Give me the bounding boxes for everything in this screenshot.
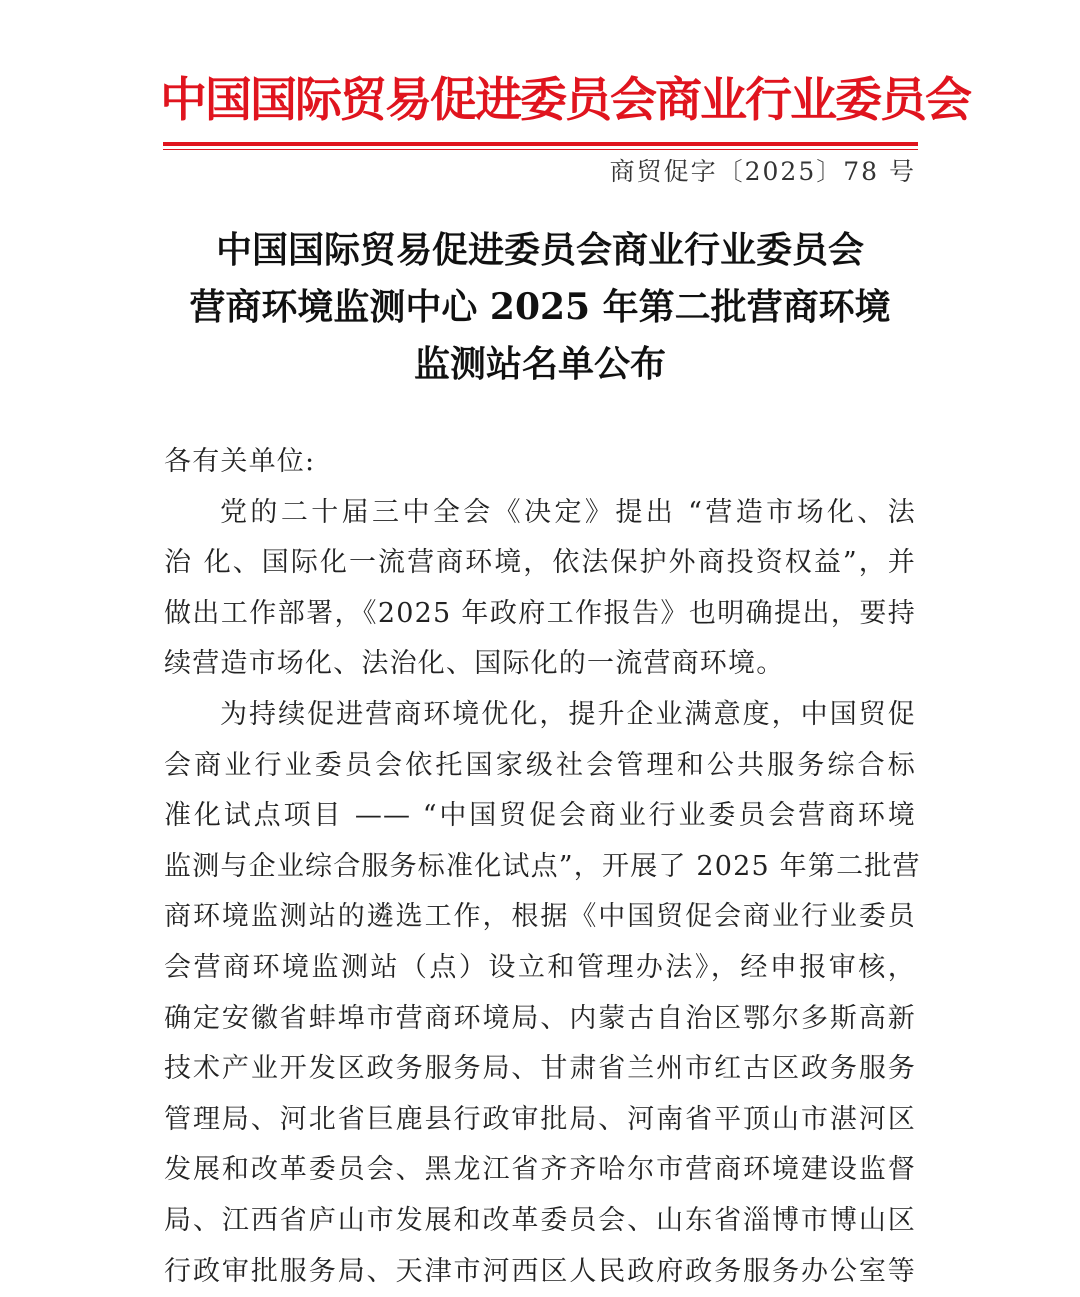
paragraph-line: 续营造市场化、法治化、国际化的一流营商环境。 — [164, 639, 916, 690]
paragraph-line: 发展和改革委员会、黑龙江省齐齐哈尔市营商环境建设监督 — [164, 1145, 916, 1196]
red-divider-thin — [163, 149, 918, 150]
paragraph-line: 技术产业开发区政务服务局、甘肃省兰州市红古区政务服务 — [164, 1044, 916, 1095]
paragraph-line: 会营商环境监测站（点）设立和管理办法》，经申报审核， — [164, 943, 916, 994]
paragraph-line: 党的二十届三中全会《决定》提出 “营造市场化、法 — [164, 488, 916, 539]
paragraph-line: 监测与企业综合服务标准化试点”，开展了 2025 年第二批营 — [164, 842, 916, 893]
document-number: 商贸促字〔2025〕78 号 — [610, 154, 916, 190]
document-title — [160, 222, 920, 393]
paragraph-line: 做出工作部署，《2025 年政府工作报告》也明确提出，要持 — [164, 589, 916, 640]
paragraph-line: 准化试点项目 —— “中国贸促会商业行业委员会营商环境 — [164, 791, 916, 842]
title-line: 监测站名单公布 — [160, 336, 920, 393]
paragraph-line: 管理局、河北省巨鹿县行政审批局、河南省平顶山市湛河区 — [164, 1095, 916, 1146]
issuing-organization-header: 中国国际贸易促进委员会商业行业委员会 — [160, 70, 920, 132]
title-line: 营商环境监测中心 2025 年第二批营商环境 — [160, 279, 920, 336]
paragraph-line: 行政审批服务局、天津市河西区人民政府政务服务办公室等 — [164, 1247, 916, 1297]
document-body — [164, 437, 916, 1297]
paragraph-line: 局、江西省庐山市发展和改革委员会、山东省淄博市博山区 — [164, 1196, 916, 1247]
salutation: 各有关单位: — [164, 437, 916, 488]
title-line: 中国国际贸易促进委员会商业行业委员会 — [160, 222, 920, 279]
red-divider-thick — [163, 142, 918, 146]
paragraph-line: 确定安徽省蚌埠市营商环境局、内蒙古自治区鄂尔多斯高新 — [164, 994, 916, 1045]
paragraph-line: 会商业行业委员会依托国家级社会管理和公共服务综合标 — [164, 741, 916, 792]
paragraph-line: 为持续促进营商环境优化，提升企业满意度，中国贸促 — [164, 690, 916, 741]
paragraph-line: 治 化、国际化一流营商环境，依法保护外商投资权益”，并 — [164, 538, 916, 589]
paragraph-line: 商环境监测站的遴选工作，根据《中国贸促会商业行业委员 — [164, 892, 916, 943]
